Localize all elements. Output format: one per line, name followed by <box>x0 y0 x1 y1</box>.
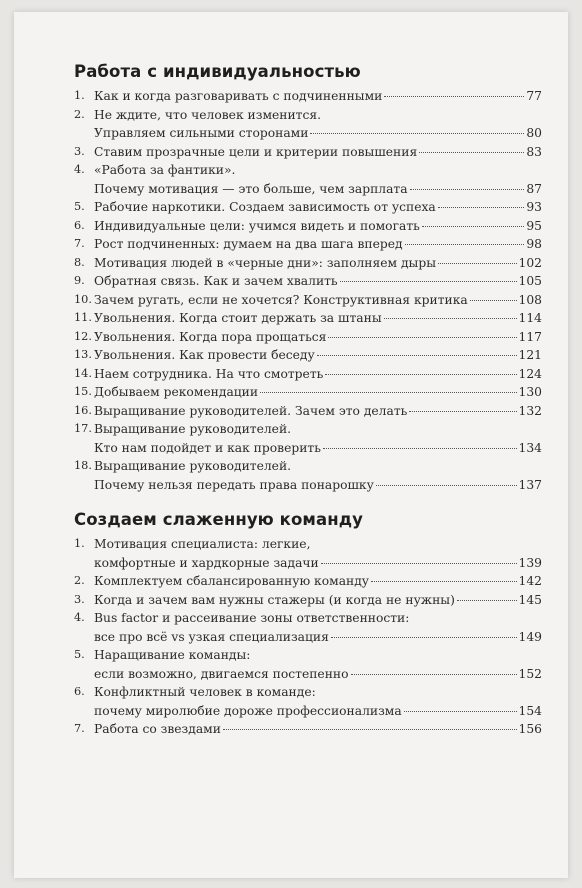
entry-page-number: 134 <box>518 440 542 455</box>
entry-page-number: 87 <box>526 181 542 196</box>
toc-entry[interactable] <box>74 365 542 384</box>
entry-title-line: Наращивание команды: <box>94 648 251 662</box>
toc-entry[interactable] <box>74 383 542 402</box>
entry-title-line: Рабочие наркотики. Создаем зависимость от успеха <box>94 200 436 214</box>
entry-title-line: Конфликтный человек в команде: <box>94 685 316 699</box>
dot-leader <box>323 448 517 449</box>
entry-page-number: 98 <box>526 237 542 251</box>
entry-page-number: 137 <box>518 477 542 492</box>
entry-page-number: 152 <box>518 666 542 681</box>
entry-number: 4. <box>74 163 85 176</box>
entry-title-line: Ставим прозрачные цели и критерии повышения <box>94 144 418 159</box>
entry-title-line: Когда и зачем вам нужны стажеры (и когда не нужны) <box>94 592 455 607</box>
toc-entry[interactable] <box>74 198 542 217</box>
toc-entry[interactable] <box>74 272 542 291</box>
dot-leader <box>470 300 517 301</box>
entry-page-number: 108 <box>518 292 542 307</box>
dot-leader <box>321 563 517 564</box>
toc-entry[interactable] <box>74 457 542 494</box>
entry-number: 7. <box>74 722 85 735</box>
entry-page-number: 121 <box>518 348 542 362</box>
entry-title-line: Кто нам подойдет и как проверить <box>94 440 321 455</box>
entry-page-number: 139 <box>518 555 542 570</box>
entry-title-line: Увольнения. Как провести беседу <box>94 348 315 362</box>
dot-leader <box>376 485 517 486</box>
dot-leader <box>384 318 517 319</box>
book-page <box>14 12 568 878</box>
entry-title-line: Увольнения. Когда пора прощаться <box>94 329 327 344</box>
dot-leader <box>422 226 524 227</box>
toc-entry[interactable] <box>74 309 542 328</box>
entry-title-line: Управляем сильными сторонами <box>94 126 309 140</box>
entry-number: 3. <box>74 144 85 158</box>
entry-title-line: Индивидуальные цели: учимся видеть и помогать <box>94 218 420 233</box>
entry-page-number: 117 <box>518 329 542 344</box>
toc-entry[interactable] <box>74 535 542 572</box>
toc-entry[interactable] <box>74 720 542 739</box>
entry-page-number: 130 <box>518 385 542 399</box>
toc-entry[interactable] <box>74 254 542 273</box>
dot-leader <box>419 152 524 153</box>
dot-leader <box>260 392 516 393</box>
entry-page-number: 149 <box>518 629 542 644</box>
entry-title-line: Обратная связь. Как и зачем хвалить <box>94 274 338 288</box>
entry-number: 13. <box>74 348 92 361</box>
entry-page-number: 93 <box>526 200 542 214</box>
entry-number: 5. <box>74 200 85 213</box>
dot-leader <box>438 263 517 264</box>
toc-entry[interactable] <box>74 346 542 365</box>
entry-page-number: 156 <box>518 722 542 736</box>
entry-title-line: Выращивание руководителей. <box>94 459 292 473</box>
section-title: Работа с индивидуальностью <box>74 62 361 81</box>
dot-leader <box>457 600 517 601</box>
entry-title-line: Наем сотрудника. На что смотреть <box>94 366 324 381</box>
entry-title-line: Мотивация специалиста: легкие, <box>94 537 311 551</box>
toc-entry[interactable] <box>74 106 542 143</box>
entry-number: 7. <box>74 237 85 250</box>
entry-title-line: Добываем рекомендации <box>94 385 259 399</box>
toc-entry[interactable] <box>74 143 542 162</box>
entry-number: 4. <box>74 611 85 624</box>
entry-title-line: комфортные и хардкорные задачи <box>94 555 319 570</box>
dot-leader <box>404 711 517 712</box>
entry-page-number: 145 <box>518 592 542 607</box>
toc-entry[interactable] <box>74 609 542 646</box>
entry-number: 12. <box>74 329 92 343</box>
entry-title-line: Увольнения. Когда стоит держать за штаны <box>94 311 382 325</box>
dot-leader <box>371 581 516 582</box>
entry-page-number: 105 <box>518 274 542 288</box>
toc-entry[interactable] <box>74 217 542 236</box>
entry-title-line: Рост подчиненных: думаем на два шага вперед <box>94 237 403 251</box>
dot-leader <box>340 281 517 282</box>
entry-title-line: Выращивание руководителей. <box>94 422 292 436</box>
toc-entry[interactable] <box>74 87 542 106</box>
toc-list <box>74 535 542 739</box>
entry-page-number: 102 <box>518 255 542 270</box>
toc-entry[interactable] <box>74 646 542 683</box>
entry-number: 18. <box>74 459 92 472</box>
toc-entry[interactable] <box>74 683 542 720</box>
entry-title-line: Работа со звездами <box>94 722 221 736</box>
toc-entry[interactable] <box>74 572 542 591</box>
entry-title-line: Комплектуем сбалансированную команду <box>94 574 370 588</box>
dot-leader <box>410 189 525 190</box>
entry-title-line: если возможно, двигаемся постепенно <box>94 666 349 681</box>
entry-number: 5. <box>74 648 85 661</box>
entry-title-line: Почему нельзя передать права понарошку <box>94 477 374 492</box>
entry-page-number: 114 <box>518 311 542 325</box>
entry-page-number: 132 <box>518 403 542 418</box>
toc-entry[interactable] <box>74 591 542 610</box>
entry-title-line: Как и когда разговаривать с подчиненными <box>94 89 383 103</box>
toc-entry[interactable] <box>74 420 542 457</box>
entry-number: 6. <box>74 218 85 232</box>
entry-page-number: 77 <box>526 89 542 103</box>
entry-page-number: 142 <box>518 574 542 588</box>
table-of-contents <box>74 62 542 739</box>
entry-page-number: 154 <box>518 703 542 718</box>
entry-title-line: Выращивание руководителей. Зачем это делать <box>94 403 408 418</box>
dot-leader <box>317 355 517 356</box>
toc-entry[interactable] <box>74 328 542 347</box>
entry-number: 1. <box>74 89 85 102</box>
dot-leader <box>223 729 517 730</box>
entry-number: 11. <box>74 311 92 324</box>
toc-entry[interactable] <box>74 235 542 254</box>
toc-entry[interactable] <box>74 291 542 310</box>
entry-number: 17. <box>74 422 92 435</box>
entry-title-line: почему миролюбие дороже профессионализма <box>94 703 402 718</box>
entry-title-line: Мотивация людей в «черные дни»: заполняем дыры <box>94 255 437 270</box>
section-title: Создаем слаженную команду <box>74 510 364 529</box>
entry-title-line: «Работа за фантики». <box>94 163 236 177</box>
dot-leader <box>384 96 524 97</box>
entry-page-number: 83 <box>526 144 542 159</box>
toc-entry[interactable] <box>74 161 542 198</box>
entry-number: 8. <box>74 255 85 269</box>
entry-number: 2. <box>74 574 85 587</box>
dot-leader <box>409 411 516 412</box>
entry-title-line: Зачем ругать, если не хочется? Конструктивная критика <box>94 292 468 307</box>
entry-number: 3. <box>74 592 85 606</box>
dot-leader <box>325 374 516 375</box>
entry-number: 15. <box>74 385 92 398</box>
dot-leader <box>328 337 516 338</box>
dot-leader <box>438 207 525 208</box>
dot-leader <box>405 244 525 245</box>
toc-list <box>74 87 542 494</box>
entry-number: 9. <box>74 274 85 287</box>
entry-title-line: все про всё vs узкая специализация <box>94 629 329 644</box>
entry-page-number: 80 <box>526 126 542 140</box>
entry-title-line: Не ждите, что человек изменится. <box>94 107 322 122</box>
entry-number: 2. <box>74 107 85 121</box>
entry-number: 16. <box>74 403 92 417</box>
dot-leader <box>351 674 517 675</box>
dot-leader <box>331 637 517 638</box>
toc-entry[interactable] <box>74 402 542 421</box>
entry-number: 1. <box>74 537 85 550</box>
dot-leader <box>310 133 524 134</box>
entry-title-line: Почему мотивация — это больше, чем зарплата <box>94 181 408 196</box>
entry-page-number: 95 <box>526 218 542 233</box>
entry-number: 14. <box>74 366 92 380</box>
entry-page-number: 124 <box>518 366 542 381</box>
entry-number: 10. <box>74 292 92 306</box>
entry-number: 6. <box>74 685 85 698</box>
entry-title-line: Bus factor и рассеивание зоны ответственности: <box>94 611 410 625</box>
